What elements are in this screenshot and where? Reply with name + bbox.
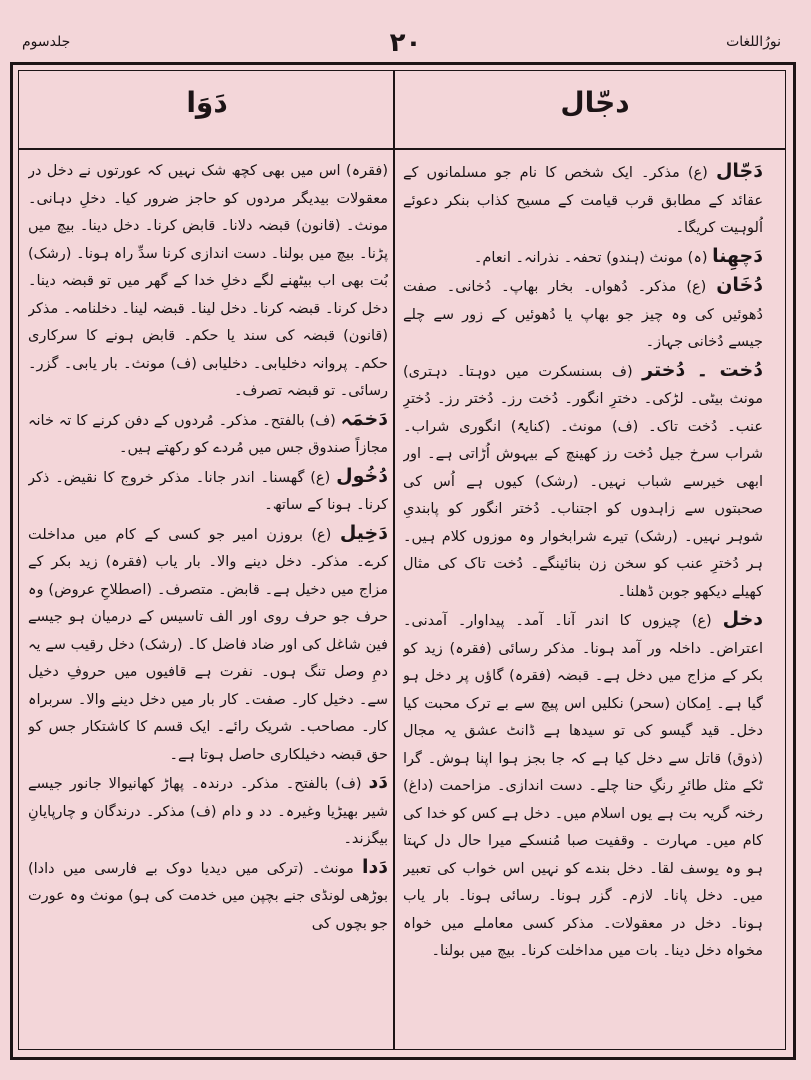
headword: دُخَان xyxy=(716,274,763,296)
headword: دَدا xyxy=(362,855,388,878)
definition-text: (ف بسنسکرت میں دوہتا۔ دہتری) مونث بیٹی۔ لڑکی۔ دخترِ انگور۔ دُخت رز۔ دُختر رز۔ دُخترِ عنب۔ دُخت تاک۔ (ف) مونث۔ (کنایۃً) انگوری شراب۔ شراب سرخ جیل دُخت رز کھینچ کے بیہوش اُڑاتی ہے۔ اور ابھی خیرسے شباب نہیں۔ (رشک) کیوں ہے اُس کی صحبتوں سے زاہدوں کو اجتناب۔ دُختر انگور کو پابندیِ شوہر نہیں۔ (رشک) تیرے شرابخوار وہ موزوں کلام ہیں۔ ہر دُخترِ عنب کو سخن زن بنائینگے۔ دُخت تاک کی مثال کھیلے دیکھو جوبن ڈھلنا۔ xyxy=(403,363,763,600)
book-title: نورُاللغات xyxy=(726,34,781,50)
dictionary-entry xyxy=(403,272,763,357)
headword: دَچھِنا xyxy=(712,244,763,267)
headword: دَجّال xyxy=(715,160,763,182)
headword: دَد xyxy=(368,771,388,793)
definition-text: (ہ) مونث (ہندو) تحفہ۔ نذرانہ۔ انعام۔ xyxy=(473,249,708,266)
definition-text: (ع) مذکر۔ دُھواں۔ بخار بھاپ۔ دُخانی۔ صفت دُھوئیں کی وہ چیز جو بھاپ یا دُھوئیں کے زور سے چلے جیسے دُخانی جہاز۔ xyxy=(403,279,763,350)
right-column xyxy=(403,158,763,1038)
headword: دخل xyxy=(722,608,763,630)
volume-label: جلدسوم xyxy=(22,34,71,50)
page-number: ۲۰ xyxy=(389,28,422,58)
definition-text: (فقرہ) اس میں بھی کچھ شک نہیں کہ عورتوں نے دخل در معقولات بیدیگر مردوں کو حاجز ضرور کیا۔ دخلِ دہانی۔ مونث۔ (قانون) قبضہ دلانا۔ قابض کرنا۔ دخل دینا۔ بیچ میں پڑنا۔ بیچ میں بولنا۔ دست اندازی کرنا سدِّ راہ ہونا۔ (رشک) بُت بھی اب بیٹھنے لگے دخلِ خدا کے گھر میں تو قبضہ دینا۔ دخل کرنا۔ قبضہ کرنا۔ دخل لینا۔ قبضہ لینا۔ دخلنامہ۔ مذکر (قانون) قبضہ کی سند یا حکم۔ قابض ہونے کا سرکاری حکم۔ پروانہ دخلیابی۔ دخلیابی (ف) مونث۔ بار یابی۔ گزر۔ رسائی۔ تو قبضہ تصرف۔ xyxy=(28,163,388,399)
headword: دُخُول xyxy=(336,464,388,487)
heading-rule xyxy=(18,148,786,150)
definition-text: (ف) بالفتح۔ مذکر۔ درندہ۔ پھاڑ کھانیوالا جانور جیسے شیر بھیڑیا وغیرہ۔ دد و دام (ف) مذکر۔ درندگان و چارپایانِ بیگزند۔ xyxy=(28,776,388,847)
headword: دَخمَہ xyxy=(340,407,388,430)
definition-text: (ع) مذکر۔ ایک شخص کا نام جو مسلمانوں کے عقائد کے مطابق قرب قیامت کے مسیح کذاب بنکر دعوئے اُلوہیت کریگا۔ xyxy=(403,165,763,236)
definition-text: (ع) گھسنا۔ اندر جانا۔ مذکر خروج کا نقیض۔ ذکر کرنا۔ ہونا کے ساتھ۔ xyxy=(28,469,388,513)
headword: دَخِیل xyxy=(339,521,388,544)
dictionary-entry xyxy=(403,243,763,273)
definition-text: (ع) بروزن امیر جو کسی کے کام میں مداخلت کرے۔ مذکر۔ دخل دینے والا۔ بار یاب (فقرہ) زید بکر کے مزاج میں دخیل ہے۔ قابض۔ متصرف۔ (اصطلاحِ عروض) وہ حرف جو حرف روی اور الف تاسیس کے درمیان ہو جیسے فین شاغل کی اور ضاد فاضل کا۔ (رشک) دخل رقیب سے یہ دمِ وصل تنگ ہوں۔ نفرت ہے قافیوں میں حروفِ دخیل سے۔ دخیل کار۔ صفت۔ کار بار میں دخل دینے والا۔ سربراہ کار۔ مصاحب۔ شریک رائے۔ ایک قسم کا کاشتکار جس کو حق قبضہ دخیلکاری حاصل ہوتا ہے۔ xyxy=(28,526,388,763)
dictionary-entry xyxy=(28,520,388,770)
dictionary-entry xyxy=(403,606,763,966)
left-column-heading: دَوَا xyxy=(186,86,228,119)
dictionary-entry xyxy=(28,463,388,520)
headword: دُخت ۔ دُختر xyxy=(642,358,763,381)
right-column-heading: دجّال xyxy=(560,86,630,119)
definition-text: (ع) چیزوں کا اندر آنا۔ آمد۔ پیداوار۔ آمدنی۔ اعتراض۔ داخلہ ور آمد ہونا۔ مذکر رسائی (فقرہ) زید کو بکر کے مزاج میں دخل ہے۔ قبضہ (فقرہ) گاؤں پر دخل ہو گیا ہے۔ اِمکان (سحر) نکلیں اس پیچ سے بے ترک محبت کیا دخل۔ قید گیسو کی تو سیدھا ہے ڈانٹ عشق یہ مجال (ذوق) قاتل سے دخل کیا ہے کہ جا بجز ہوا اپنا ہوش۔ گرا ٹکے مثل طائرِ رنگِ حنا چلے۔ دست اندازی۔ مزاحمت (داغ) رخنہ گریہ بت ہے یوں اسلام میں۔ دخل ہے کس کو خدا کی کام میں۔ مہارت ۔ وقفیت صبا مُنسکے میرا حال دل کہتا ہو وہ یوسف لقا۔ دخل بندے کو نہیں اس خواب کی تعبیر میں۔ دخل پانا۔ لازم۔ گزر ہونا۔ رسائی ہونا۔ بار یاب ہونا۔ دخل در معقولات۔ مذکر کسی معاملے میں خواہ مخواہ دخل دینا۔ بات میں مداخلت کرنا۔ بیچ میں بولنا۔ xyxy=(403,613,763,959)
dictionary-entry xyxy=(28,406,388,463)
dictionary-entry xyxy=(403,357,763,607)
dictionary-entry xyxy=(28,769,388,854)
left-column xyxy=(28,158,388,1038)
dictionary-entry xyxy=(28,854,388,939)
definition-text: مونث۔ (ترکی میں دیدیا دوک بے فارسی میں دادا) بوڑھی لونڈی جنے بچپن میں خدمت کی ہو) مونث وہ عورت جو بچوں کی xyxy=(28,860,388,932)
dictionary-entry xyxy=(403,158,763,243)
definition-text: (ف) بالفتح۔ مذکر۔ مُردوں کے دفن کرنے کا تہ خانہ مجازاً صندوق جس میں مُردے کو رکھتے ہیں۔ xyxy=(28,412,388,456)
dictionary-entry xyxy=(28,158,388,406)
column-divider xyxy=(393,70,395,1050)
